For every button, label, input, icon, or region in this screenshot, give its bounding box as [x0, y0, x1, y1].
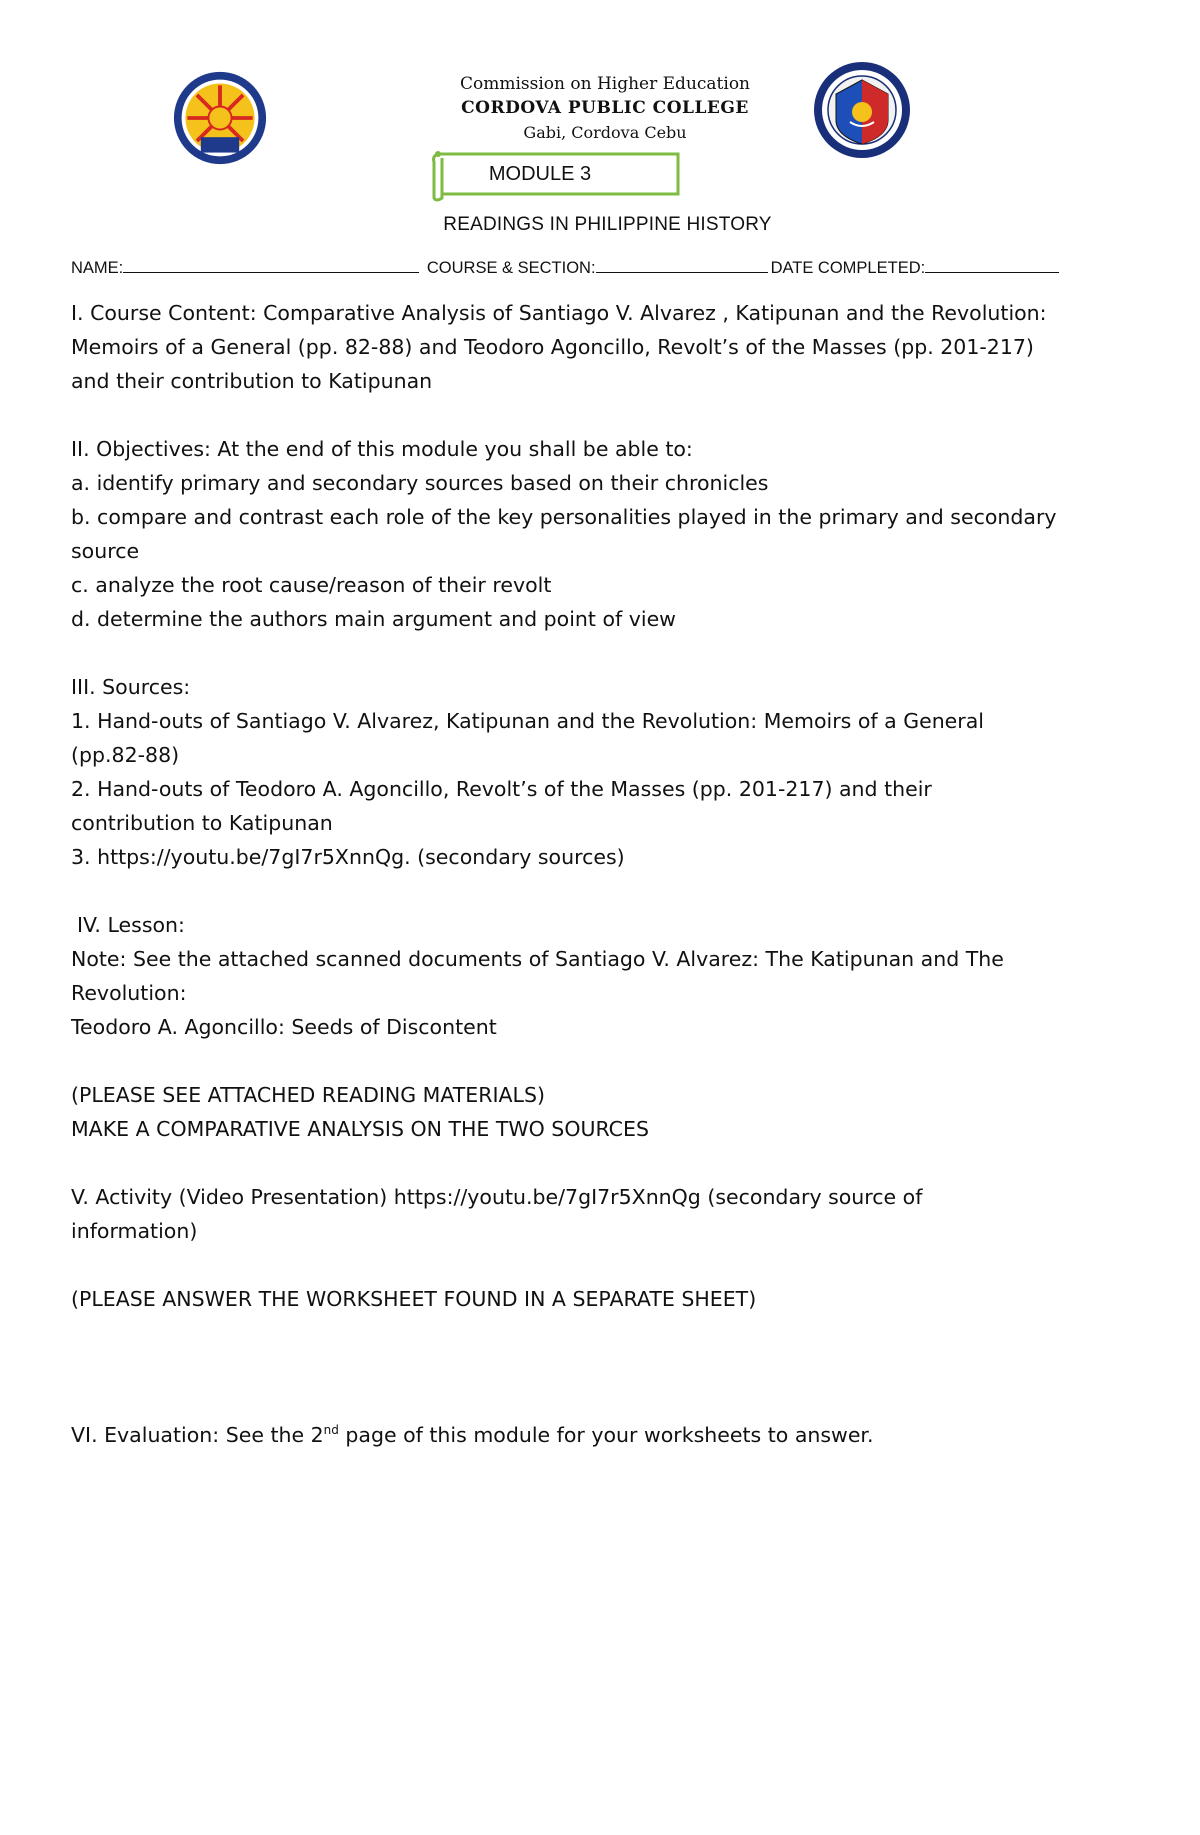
materials-line: MAKE A COMPARATIVE ANALYSIS ON THE TWO SOURCES	[71, 1117, 649, 1141]
name-label: NAME:	[71, 259, 124, 277]
activity-line[interactable]: V. Activity (Video Presentation) https://youtu.be/7gI7r5XnnQg (secondary source of	[71, 1185, 923, 1209]
sources-heading: III. Sources:	[71, 675, 191, 699]
college-name: CORDOVA PUBLIC COLLEGE	[461, 98, 749, 118]
source-item: 1. Hand-outs of Santiago V. Alvarez, Katipunan and the Revolution: Memoirs of a General	[71, 709, 984, 733]
worksheet-note: (PLEASE ANSWER THE WORKSHEET FOUND IN A SEPARATE SHEET)	[71, 1287, 757, 1311]
college-address: Gabi, Cordova Cebu	[523, 123, 687, 142]
module-body	[71, 296, 1146, 1452]
date-completed-blank[interactable]	[925, 258, 1059, 273]
ched-seal-logo	[172, 70, 268, 166]
evaluation-text-start: VI. Evaluation: See the 2	[71, 1423, 324, 1447]
evaluation-line	[71, 1418, 1146, 1452]
module-label: MODULE 3	[488, 163, 592, 185]
subject-title: READINGS IN PHILIPPINE HISTORY	[443, 214, 772, 235]
source-item: contribution to Katipunan	[71, 811, 333, 835]
course-content-line: I. Course Content: Comparative Analysis of Santiago V. Alvarez , Katipunan and the Revolution:	[71, 301, 1047, 325]
date-completed-label: DATE COMPLETED:	[770, 259, 926, 277]
course-section-blank[interactable]	[596, 258, 768, 273]
lesson-line: Teodoro A. Agoncillo: Seeds of Discontent	[71, 1015, 497, 1039]
objective-item: d. determine the authors main argument and point of view	[71, 607, 676, 631]
objective-item: b. compare and contrast each role of the key personalities played in the primary and secondary	[71, 505, 1057, 529]
student-info-line	[71, 258, 1131, 278]
objectives-heading: II. Objectives: At the end of this module you shall be able to:	[71, 437, 693, 461]
objective-item: source	[71, 539, 140, 563]
lesson-heading: IV. Lesson:	[77, 913, 185, 937]
college-seal-logo	[812, 60, 912, 160]
lesson-line: Revolution:	[71, 981, 187, 1005]
objective-item: c. analyze the root cause/reason of their revolt	[71, 573, 552, 597]
course-section-label: COURSE & SECTION:	[426, 259, 596, 277]
ordinal-suffix: nd	[323, 1423, 339, 1438]
evaluation-text-end: page of this module for your worksheets to answer.	[338, 1423, 874, 1447]
lesson-line: Note: See the attached scanned documents of Santiago V. Alvarez: The Katipunan and The	[71, 947, 1004, 971]
source-item: (pp.82-88)	[71, 743, 180, 767]
source-item: 2. Hand-outs of Teodoro A. Agoncillo, Revolt’s of the Masses (pp. 201-217) and their	[71, 777, 932, 801]
materials-line: (PLEASE SEE ATTACHED READING MATERIALS)	[71, 1083, 545, 1107]
source-item[interactable]: 3. https://youtu.be/7gI7r5XnnQg. (secondary sources)	[71, 845, 625, 869]
objective-item: a. identify primary and secondary sources based on their chronicles	[71, 471, 769, 495]
commission-heading: Commission on Higher Education	[459, 74, 750, 94]
activity-line: information)	[71, 1219, 198, 1243]
name-blank[interactable]	[123, 258, 419, 273]
course-content-line: Memoirs of a General (pp. 82-88) and Teodoro Agoncillo, Revolt’s of the Masses (pp. 201-217)	[71, 335, 1034, 359]
course-content-line: and their contribution to Katipunan	[71, 369, 433, 393]
